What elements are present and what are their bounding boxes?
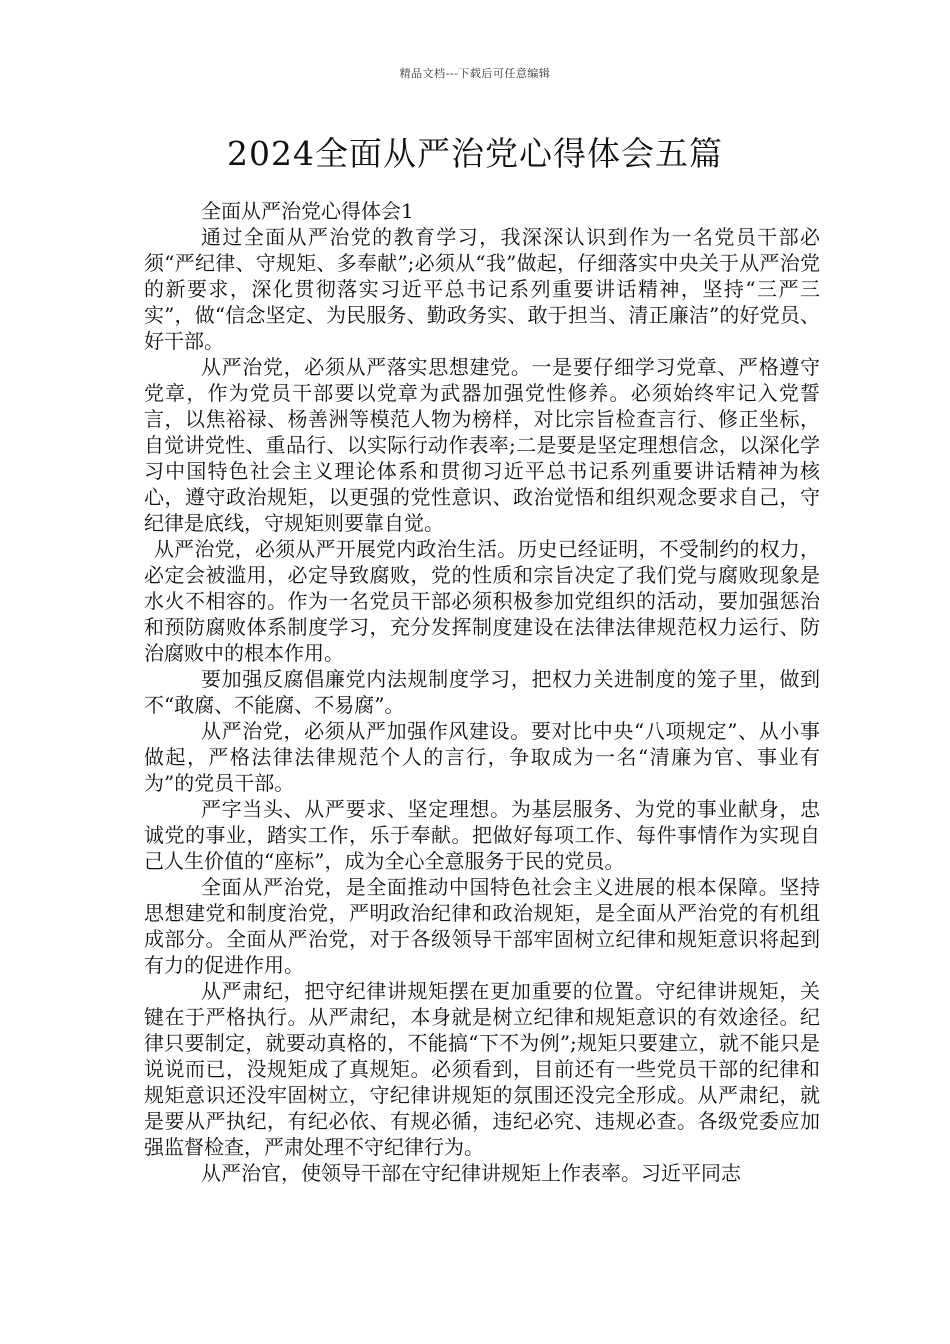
section-heading: 全面从严治党心得体会1 — [201, 199, 414, 223]
document-title: 2024全面从严治党心得体会五篇 — [227, 134, 723, 173]
paragraph-9: 从严治官，使领导干部在守纪律讲规矩上作表率。习近平同志 — [201, 1161, 741, 1185]
paragraph-6: 严字当头、从严要求、坚定理想。为基层服务、为党的事业献身，忠诚党的事业，踏实工作，乐于奉献。把做好每项工作、每件事情作为实现自己人生价值的“座标”，成为全心全意服务于民的党员。 — [144, 797, 820, 873]
paragraph-2: 从严治党，必须从严落实思想建党。一是要仔细学习党章、严格遵守党章，作为党员干部要以党章为武器加强党性修养。必须始终牢记入党誓言，以焦裕禄、杨善洲等模范人物为榜样，对比宗旨检查言行、修正坐标，自觉讲党性、重品行、以实际行动作表率;二是要是坚定理想信念，以深化学习中国特色社会主义理论体系和贯彻习近平总书记系列重要讲话精神为核心，遵守政治规矩，以更强的党性意识、政治觉悟和组织观念要求自己，守纪律是底线，守规矩则要靠自觉。 — [144, 355, 820, 535]
paragraph-1: 通过全面从严治党的教育学习，我深深认识到作为一名党员干部必须“严纪律、守规矩、多奉献”;必须从“我”做起，仔细落实中央关于从严治党的新要求，深化贯彻落实习近平总书记系列重要讲话精神，坚持“三严三实”，做“信念坚定、为民服务、勤政务实、敢于担当、清正廉洁”的好党员、好干部。 — [144, 225, 820, 353]
paragraph-3: 从严治党，必须从严开展党内政治生活。历史已经证明，不受制约的权力，必定会被滥用，必定导致腐败，党的性质和宗旨决定了我们党与腐败现象是水火不相容的。作为一名党员干部必须积极参加党组织的活动，要加强惩治和预防腐败体系制度学习，充分发挥制度建设在法律法律规范权力运行、防治腐败中的根本作用。 — [144, 537, 820, 665]
paragraph-4: 要加强反腐倡廉党内法规制度学习，把权力关进制度的笼子里，做到不“敢腐、不能腐、不易腐”。 — [144, 667, 820, 717]
document-body — [144, 198, 820, 1186]
paragraph-8: 从严肃纪，把守纪律讲规矩摆在更加重要的位置。守纪律讲规矩，关键在于严格执行。从严肃纪，本身就是树立纪律和规矩意识的有效途径。纪律只要制定，就要动真格的，不能搞“下不为例”;规矩只要建立，就不能只是说说而已，没规矩成了真规矩。必须看到，目前还有一些党员干部的纪律和规矩意识还没牢固树立，守纪律讲规矩的氛围还没完全形成。从严肃纪，就是要从严执纪，有纪必依、有规必循，违纪必究、违规必查。各级党委应加强监督检查，严肃处理不守纪律行为。 — [144, 979, 820, 1159]
page-header: 精品文档---下载后可任意编辑 — [399, 67, 551, 80]
paragraph-7: 全面从严治党，是全面推动中国特色社会主义进展的根本保障。坚持思想建党和制度治党，严明政治纪律和政治规矩，是全面从严治党的有机组成部分。全面从严治党，对于各级领导干部牢固树立纪律和规矩意识将起到有力的促进作用。 — [144, 875, 820, 977]
paragraph-5: 从严治党，必须从严加强作风建设。要对比中央“八项规定”、从小事做起，严格法律法律规范个人的言行，争取成为一名“清廉为官、事业有为”的党员干部。 — [144, 719, 820, 795]
